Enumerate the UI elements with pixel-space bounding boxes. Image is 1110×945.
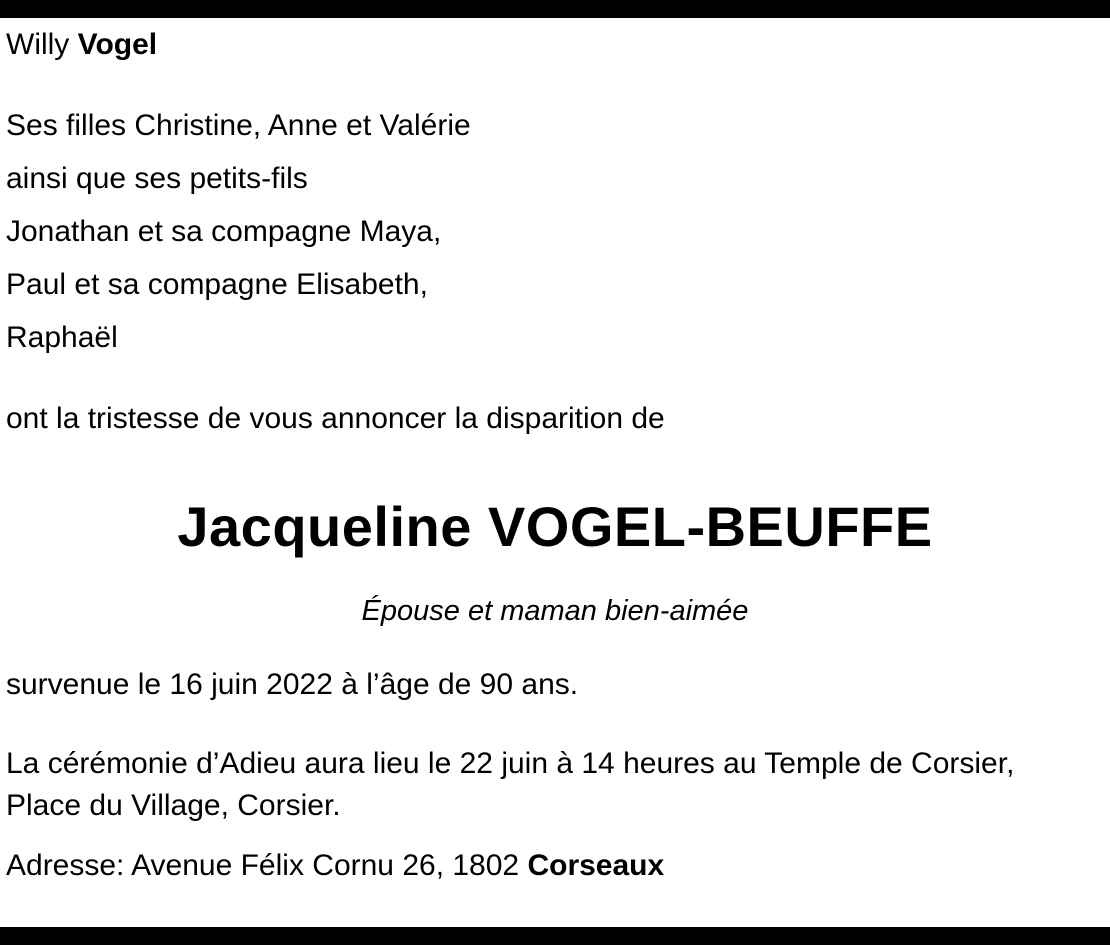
- top-divider: [0, 0, 1110, 18]
- survivors-line: Ses filles Christine, Anne et Valérie: [6, 109, 471, 142]
- ceremony-line: La cérémonie d’Adieu aura lieu le 22 juin à 14 heures au Temple de Corsier,: [6, 747, 1015, 780]
- spacer-after-survivors: [6, 364, 1104, 392]
- ceremony-line: Place du Village, Corsier.: [6, 789, 341, 822]
- deceased-subtitle: Épouse et maman bien-aimée: [361, 595, 749, 627]
- spouse-line: [6, 18, 1104, 71]
- survivors-line: Raphaël: [6, 321, 118, 354]
- ceremony-info: [6, 743, 1104, 827]
- address-city: Corseaux: [527, 849, 665, 882]
- address-text: Adresse: Avenue Félix Cornu 26, 1802: [6, 849, 528, 882]
- death-info: survenue le 16 juin 2022 à l’âge de 90 ans.: [6, 668, 579, 701]
- announcement-line: ont la tristesse de vous annoncer la disparition de: [6, 402, 665, 435]
- spouse-first-name: Willy: [6, 28, 78, 61]
- deceased-name: Jacqueline VOGEL-BEUFFE: [177, 495, 933, 558]
- survivors-line: ainsi que ses petits-fils: [6, 162, 308, 195]
- spacer-after-spouse: [6, 71, 1104, 99]
- survivors-list: [6, 99, 1104, 364]
- bottom-divider: [0, 927, 1110, 945]
- spouse-last-name: Vogel: [77, 28, 158, 61]
- survivors-line: Paul et sa compagne Elisabeth,: [6, 268, 428, 301]
- address-block: [6, 839, 1104, 892]
- address-line: [6, 839, 1104, 892]
- notice-content: [0, 18, 1110, 892]
- survivors-line: Jonathan et sa compagne Maya,: [6, 215, 442, 248]
